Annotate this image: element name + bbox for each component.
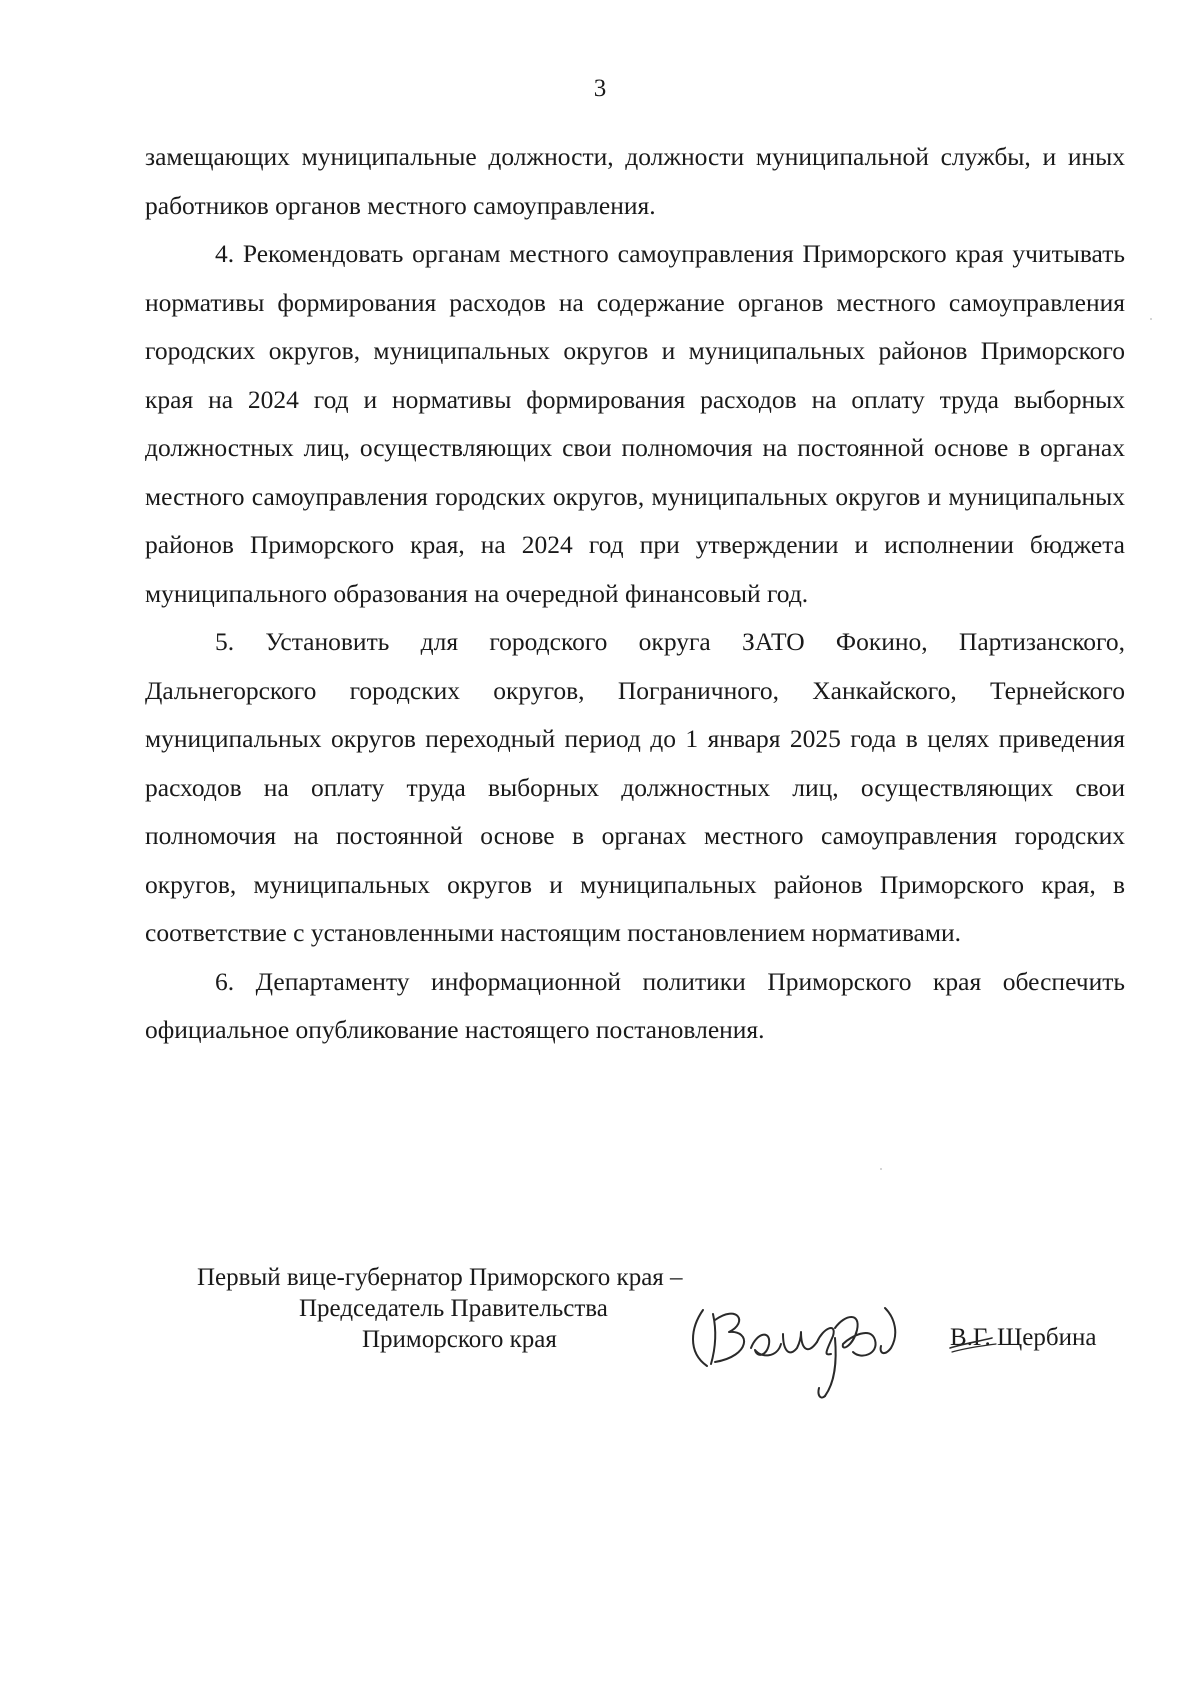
paragraph-item-4: 4. Рекомендовать органам местного самоуправления Приморского края учитывать нормативы формирования расходов на содержание органов местного самоуправления городских округов, муниципальных округов и муниципальных районов Приморского края на 2024 год и нормативы формирования расходов на оплату труда выборных должностных лиц, осуществляющих свои полномочия на постоянной основе в органах местного самоуправления городских округов, муниципальных округов и муниципальных районов Приморского края, на 2024 год при утверждении и исполнении бюджета муниципального образования на очередной финансовый год. bbox=[145, 239, 1125, 608]
handwritten-signature bbox=[685, 1292, 930, 1407]
signature-block bbox=[0, 1262, 1200, 1412]
page-number: 3 bbox=[593, 75, 607, 102]
signer-position-line-1: Первый вице-губернатор Приморского края – bbox=[197, 1264, 683, 1291]
paragraph-item-6: 6. Департаменту информационной политики Приморского края обеспечить официальное опубликование настоящего постановления. bbox=[145, 966, 1125, 1044]
initials-flourish bbox=[946, 1318, 1006, 1358]
paragraph-item-5: 5. Установить для городского округа ЗАТО Фокино, Партизанского, Дальнегорского городских округов, Пограничного, Ханкайского, Тернейского муниципальных округов переходный период до 1 января 2025 года в целях приведения расходов на оплату труда выборных должностных лиц, осуществляющих свои полномочия на постоянной основе в органах местного самоуправления городских округов, муниципальных округов и муниципальных районов Приморского края, в соответствие с установленными настоящим постановлением нормативами. bbox=[145, 627, 1125, 947]
signer-position-line-2: Председатель Правительства bbox=[299, 1295, 608, 1322]
scan-speck bbox=[1150, 318, 1152, 320]
scan-speck bbox=[880, 1168, 882, 1170]
signer-name: В.Г. Щербина bbox=[950, 1324, 1097, 1351]
signer-position-line-3: Приморского края bbox=[362, 1326, 557, 1353]
paragraph-continuation: замещающих муниципальные должности, должности муниципальной службы, и иных работников органов местного самоуправления. bbox=[145, 142, 1125, 220]
document-body bbox=[145, 133, 1125, 1055]
